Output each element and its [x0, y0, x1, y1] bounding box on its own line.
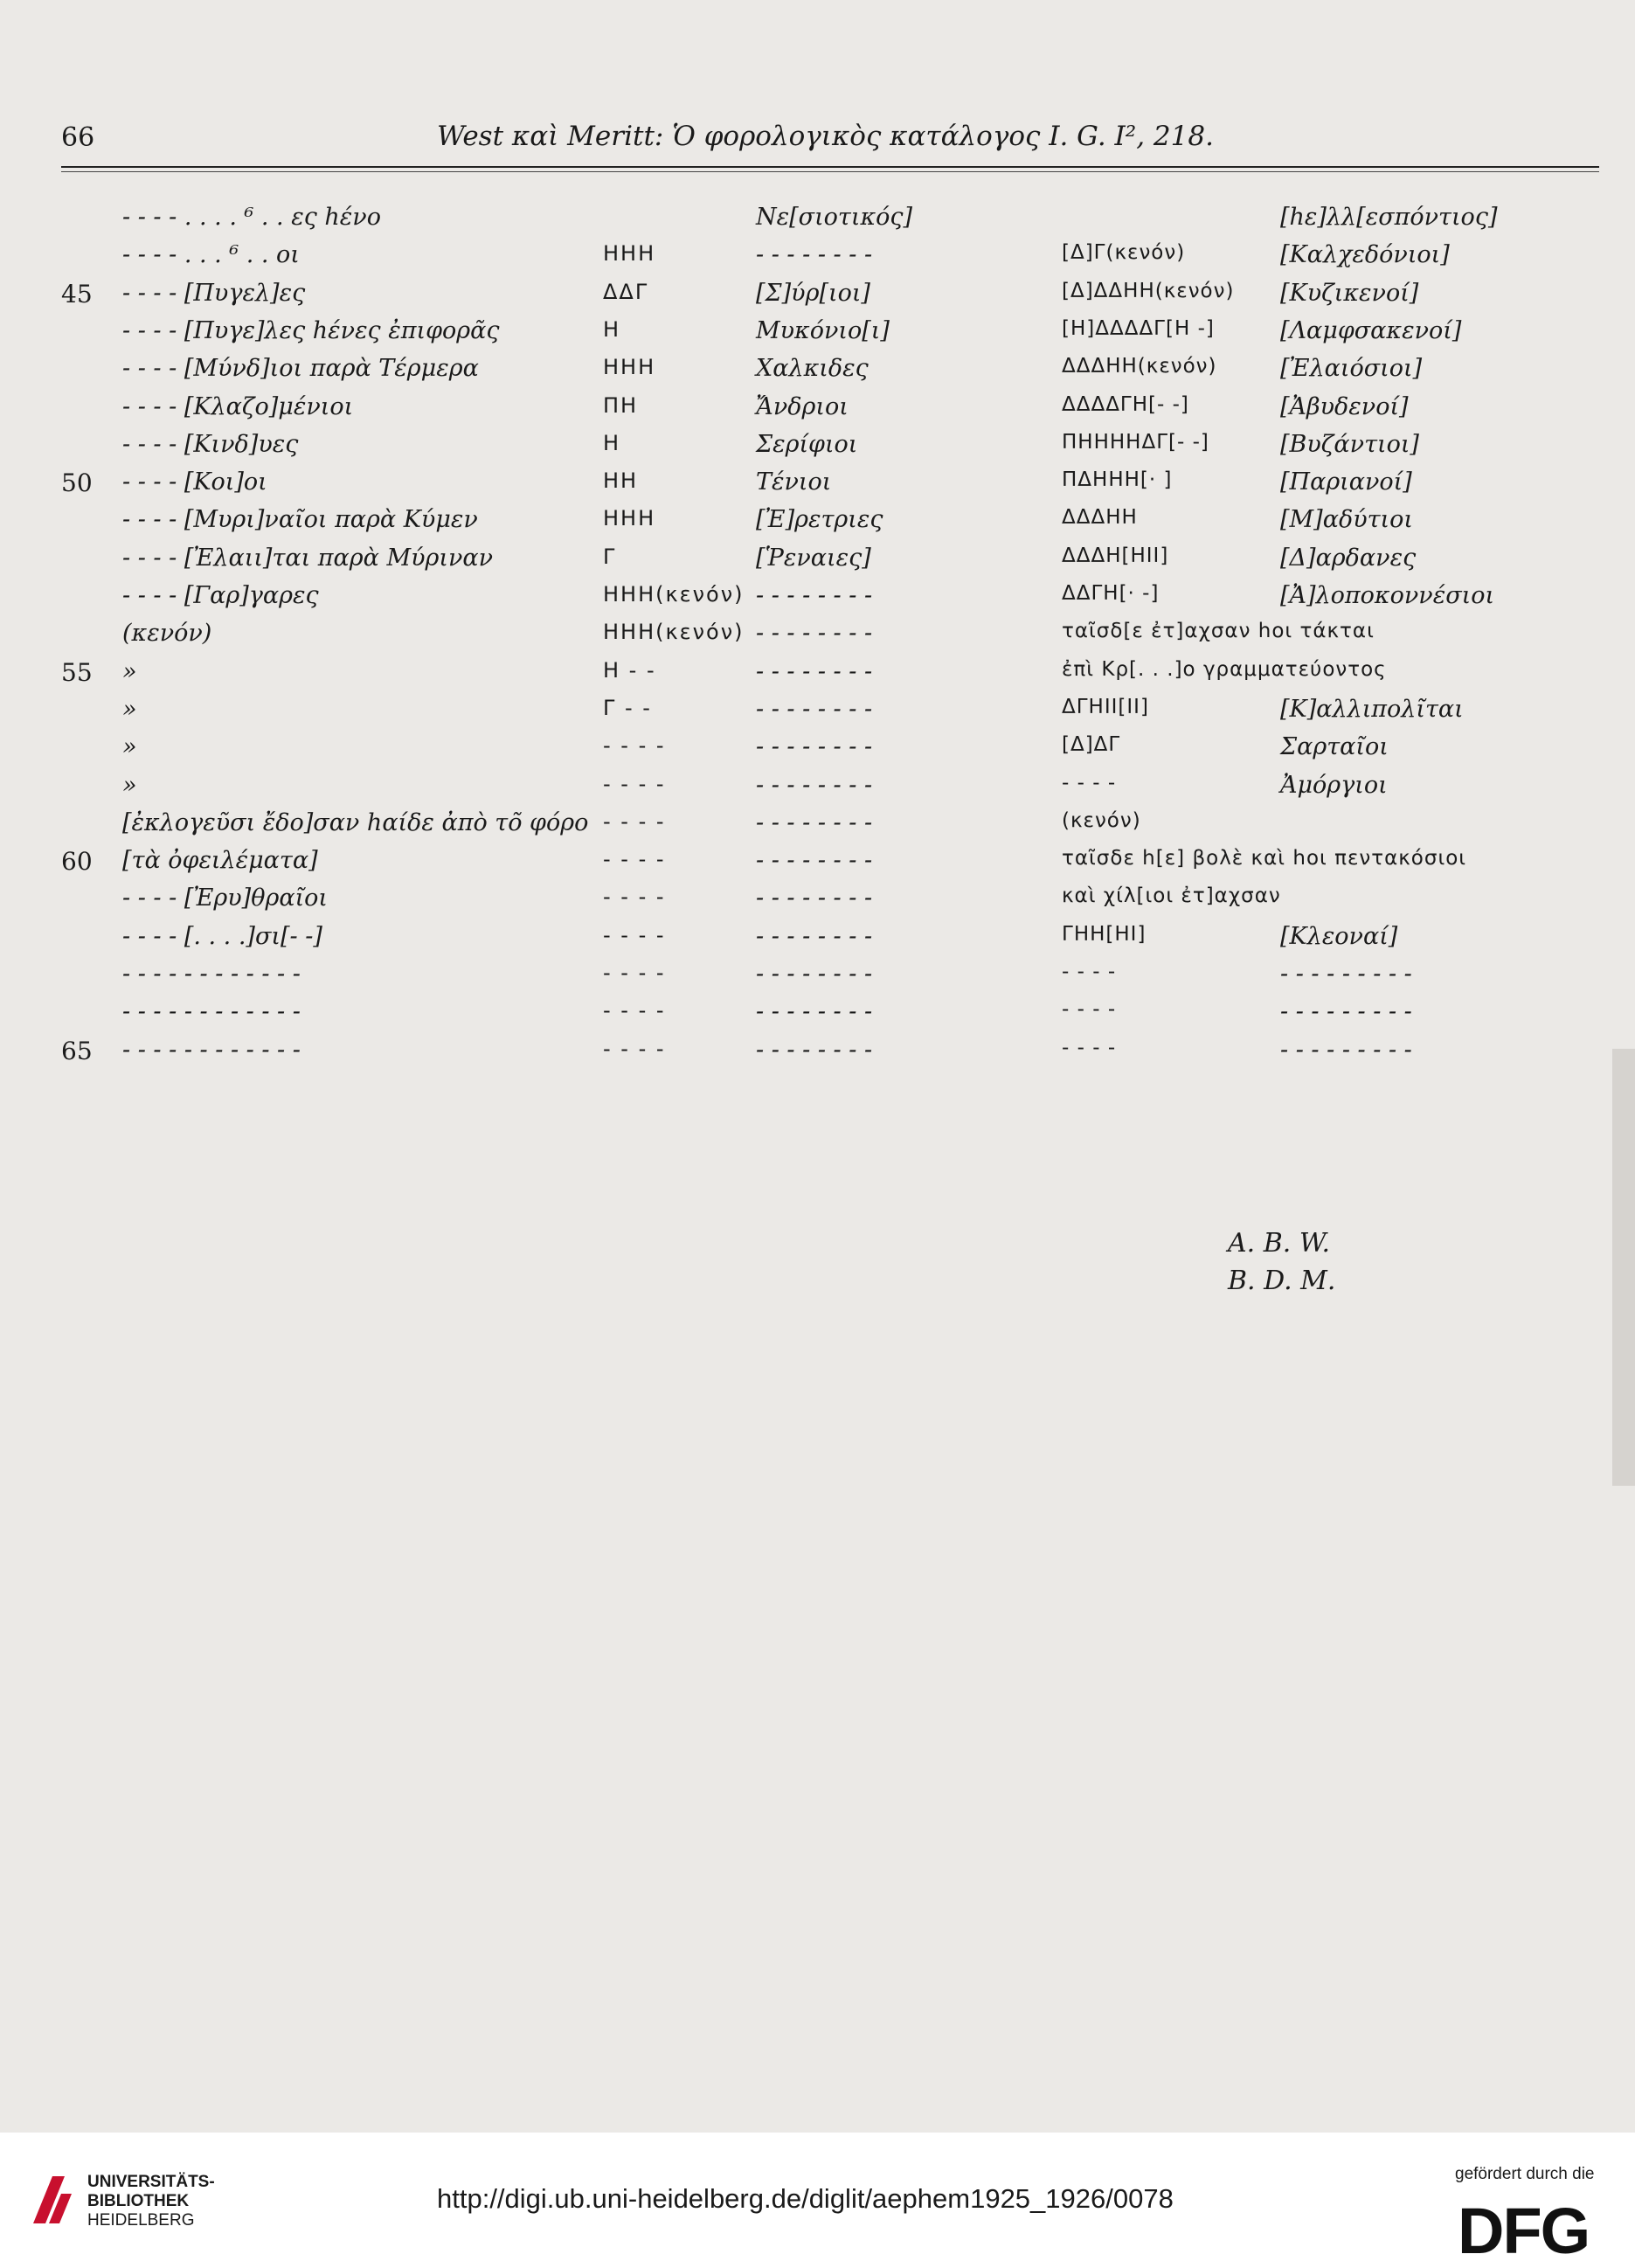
library-name-line-3: HEIDELBERG — [87, 2211, 195, 2230]
cell-c3: - - - - - - - - — [756, 923, 873, 950]
header-rule — [61, 166, 1599, 168]
cell-c3: - - - - - - - - — [756, 884, 873, 912]
cell-c5: [Δ]αρδανες — [1280, 544, 1417, 572]
cell-c4: - - - - — [1062, 998, 1117, 1021]
cell-c3: Χαλκιδες — [756, 355, 869, 382]
table-row — [0, 696, 1635, 731]
cell-c3: Σερίφιοι — [756, 431, 858, 458]
table-row — [0, 1037, 1635, 1072]
cell-c3: - - - - - - - - — [756, 998, 873, 1025]
cell-c5: - - - - - - - - - — [1280, 961, 1412, 988]
cell-c4: [Δ]ΔΓ — [1062, 733, 1121, 756]
cell-c5: [Μ]αδύτιοι — [1280, 506, 1413, 533]
cell-c4: ΔΓΗΙΙ[ΙΙ] — [1062, 696, 1149, 718]
cell-c2: HHH — [603, 506, 656, 531]
cell-c1: » — [122, 696, 137, 723]
cell-c2: - - - - — [603, 923, 666, 947]
cell-c4: ἐπὶ Κρ[. . .]ο γραμματεύοντος — [1062, 658, 1387, 681]
cell-c2: - - - - — [603, 847, 666, 871]
cell-c1: - - - - [Πυγελ]ες — [122, 280, 306, 307]
cell-c4: ταῖσδ[ε ἐτ]αχσαν hοι τάκται — [1062, 620, 1375, 642]
table-row — [0, 620, 1635, 655]
cell-c4: ΠΔΗΗΗ[· ] — [1062, 468, 1173, 491]
cell-c1: - - - - - - - - - - - - — [122, 961, 301, 988]
header-rule-thin — [61, 171, 1599, 172]
cell-c5: [Παριανοί] — [1280, 468, 1412, 496]
cell-c1: - - - - [Κλαζο]μένιοι — [122, 393, 354, 420]
cell-c3: - - - - - - - - — [756, 809, 873, 836]
signature-line-1: A. B. W. — [1228, 1228, 1330, 1259]
cell-c2: - - - - — [603, 961, 666, 985]
library-name-line-1: UNIVERSITÄTS- — [87, 2173, 215, 2191]
table-row — [0, 317, 1635, 352]
table-row — [0, 733, 1635, 768]
cell-c2: Γ - - — [603, 696, 652, 720]
cell-c1: - - - - . . . ⁶ . . οι — [122, 241, 300, 268]
cell-c3: - - - - - - - - — [756, 733, 873, 760]
cell-c4: [H]ΔΔΔΔΓ[Η -] — [1062, 317, 1215, 340]
cell-c5: [Καλχεδόνιοι] — [1280, 241, 1450, 268]
cell-c4: - - - - — [1062, 961, 1117, 983]
cell-c3: Μυκόνιο[ι] — [756, 317, 890, 344]
cell-c5: Ἀμόργιοι — [1280, 772, 1388, 799]
cell-c2: HHH(κενόν) — [603, 620, 745, 644]
cell-c2: H - - — [603, 658, 656, 683]
cell-c3: - - - - - - - - — [756, 620, 873, 647]
cell-c1: » — [122, 658, 137, 685]
cell-c1: (κενόν) — [122, 620, 212, 647]
cell-c2: - - - - — [603, 809, 666, 834]
cell-c2: ΔΔΓ — [603, 280, 649, 304]
cell-c4: [Δ]ΔΔΗΗ(κενόν) — [1062, 280, 1235, 302]
cell-c5: - - - - - - - - - — [1280, 998, 1412, 1025]
table-row — [0, 241, 1635, 276]
line-number: 65 — [61, 1037, 93, 1065]
cell-c3: - - - - - - - - — [756, 772, 873, 799]
cell-c1: - - - - - - - - - - - - — [122, 1037, 301, 1064]
cell-c4: ταῖσδε h[ε] βολὲ καὶ hοι πεντακόσιοι — [1062, 847, 1467, 870]
cell-c2: - - - - — [603, 772, 666, 796]
cell-c4: ΔΔΔΗΗ — [1062, 506, 1138, 529]
table-row — [0, 582, 1635, 617]
cell-c3: [Ῥεναιες] — [756, 544, 871, 572]
cell-c3: Τένιοι — [756, 468, 832, 496]
cell-c1: - - - - [Ἐρυ]θραῖοι — [122, 884, 328, 912]
cell-c1: - - - - [Πυγε]λες hένες ἐπιφορᾶς — [122, 317, 500, 344]
cell-c1: - - - - [Γαρ]γαρες — [122, 582, 319, 609]
funded-by-label: gefördert durch die — [1455, 2165, 1595, 2183]
cell-c2: HHH — [603, 355, 656, 379]
cell-c4: [Δ]Γ(κενόν) — [1062, 241, 1186, 264]
cell-c2: - - - - — [603, 1037, 666, 1061]
cell-c2: HHH(κενόν) — [603, 582, 745, 607]
cell-c3: - - - - - - - - — [756, 1037, 873, 1064]
cell-c1: - - - - [Μυρι]ναῖοι παρὰ Κύμεν — [122, 506, 478, 533]
permalink-url[interactable]: http://digi.ub.uni-heidelberg.de/diglit/aephem1925_1926/0078 — [437, 2183, 1174, 2214]
table-row — [0, 772, 1635, 807]
cell-c4: ΔΔΓΗ[· -] — [1062, 582, 1160, 605]
table-row — [0, 506, 1635, 541]
cell-c4: ΔΔΔΗ[ΗΙΙ] — [1062, 544, 1169, 567]
cell-c3: - - - - - - - - — [756, 961, 873, 988]
line-number: 50 — [61, 468, 93, 497]
page-number: 66 — [61, 122, 95, 153]
library-logo-icon — [26, 2169, 80, 2230]
table-row — [0, 280, 1635, 315]
cell-c1: [ἐκλογεῦσι ἔδο]σαν hαίδε ἀπὸ τõ φόρο — [122, 809, 589, 836]
table-row — [0, 884, 1635, 919]
cell-c4: (κενόν) — [1062, 809, 1141, 832]
cell-c5: [Κλεοναί] — [1280, 923, 1398, 950]
table-row — [0, 431, 1635, 466]
library-name-line-2: BIBLIOTHEK — [87, 2192, 190, 2210]
cell-c5: [Λαμφσακενοί] — [1280, 317, 1462, 344]
cell-c2: HHH — [603, 241, 656, 266]
cell-c1: - - - - [Ἐλαιι]ται παρὰ Μύριναν — [122, 544, 494, 572]
cell-c3: [Σ]ύρ[ιοι] — [756, 280, 870, 307]
cell-c5: [Ἀ]λοποκοννέσιοι — [1280, 582, 1495, 609]
cell-c2: - - - - — [603, 733, 666, 758]
cell-c5: [Ἐλαιόσιοι] — [1280, 355, 1423, 382]
cell-c5: [Κυζικενοί] — [1280, 280, 1419, 307]
cell-c5: [Ἀβυδενοί] — [1280, 393, 1409, 420]
cell-c1: » — [122, 772, 137, 799]
cell-c4: ΔΔΔΔΓΗ[- -] — [1062, 393, 1189, 416]
cell-c5: [Βυζάντιοι] — [1280, 431, 1419, 458]
cell-c4: καὶ χίλ[ιοι ἐτ]αχσαν — [1062, 884, 1281, 907]
line-number: 60 — [61, 847, 93, 876]
cell-c3: Ἄνδριοι — [756, 393, 849, 420]
table-row — [0, 998, 1635, 1033]
cell-c5: - - - - - - - - - — [1280, 1037, 1412, 1064]
table-row — [0, 544, 1635, 579]
table-row — [0, 847, 1635, 882]
cell-c1: - - - - [Κοι]οι — [122, 468, 267, 496]
cell-c3: - - - - - - - - — [756, 241, 873, 268]
table-row — [0, 393, 1635, 428]
table-row — [0, 468, 1635, 503]
cell-c4: ΠHHHHΔΓ[- -] — [1062, 431, 1209, 454]
cell-c5: [hε]λλ[εσπόντιος] — [1280, 204, 1498, 231]
table-row — [0, 658, 1635, 693]
cell-c3: - - - - - - - - — [756, 696, 873, 723]
table-row — [0, 961, 1635, 995]
cell-c2: H — [603, 317, 621, 342]
cell-c4: ΔΔΔΗΗ(κενόν) — [1062, 355, 1217, 378]
cell-c4: - - - - — [1062, 1037, 1117, 1059]
cell-c2: ΠH — [603, 393, 639, 418]
cell-c1: [τὰ ὀφειλέματα] — [122, 847, 318, 874]
cell-c1: » — [122, 733, 137, 760]
running-title: West καὶ Meritt: Ὁ φορολογικὸς κατάλογος I. G. I², 218. — [437, 121, 1214, 152]
line-number: 55 — [61, 658, 93, 687]
cell-c3: [Ἐ]ρετριες — [756, 506, 883, 533]
cell-c3: - - - - - - - - — [756, 658, 873, 685]
page-edge-shadow — [1612, 1049, 1635, 1486]
cell-c3: - - - - - - - - — [756, 582, 873, 609]
library-name — [87, 2173, 215, 2230]
cell-c1: - - - - . . . . ⁶ . . ες hένο — [122, 204, 381, 231]
cell-c1: - - - - - - - - - - - - — [122, 998, 301, 1025]
table-row — [0, 355, 1635, 390]
table-row — [0, 204, 1635, 239]
cell-c2: HH — [603, 468, 639, 493]
cell-c2: Γ — [603, 544, 617, 569]
table-row — [0, 809, 1635, 844]
cell-c1: - - - - [Μύνδ]ιοι παρὰ Τέρμερα — [122, 355, 479, 382]
signature-line-2: B. D. M. — [1228, 1266, 1336, 1296]
table-row — [0, 923, 1635, 958]
cell-c5: Σαρταῖοι — [1280, 733, 1389, 760]
dfg-logo: DFG — [1458, 2195, 1590, 2267]
cell-c1: - - - - [. . . .]σι[- -] — [122, 923, 322, 950]
line-number: 45 — [61, 280, 93, 309]
cell-c4: - - - - — [1062, 772, 1117, 794]
cell-c3: - - - - - - - - — [756, 847, 873, 874]
cell-c2: H — [603, 431, 621, 455]
cell-c5: [Κ]αλλιπολῖται — [1280, 696, 1464, 723]
cell-c3: Νε[σιοτικός] — [756, 204, 913, 231]
cell-c2: - - - - — [603, 998, 666, 1023]
cell-c4: ΓΗΗ[ΗΙ] — [1062, 923, 1147, 946]
cell-c1: - - - - [Κινδ]υες — [122, 431, 299, 458]
cell-c2: - - - - — [603, 884, 666, 909]
